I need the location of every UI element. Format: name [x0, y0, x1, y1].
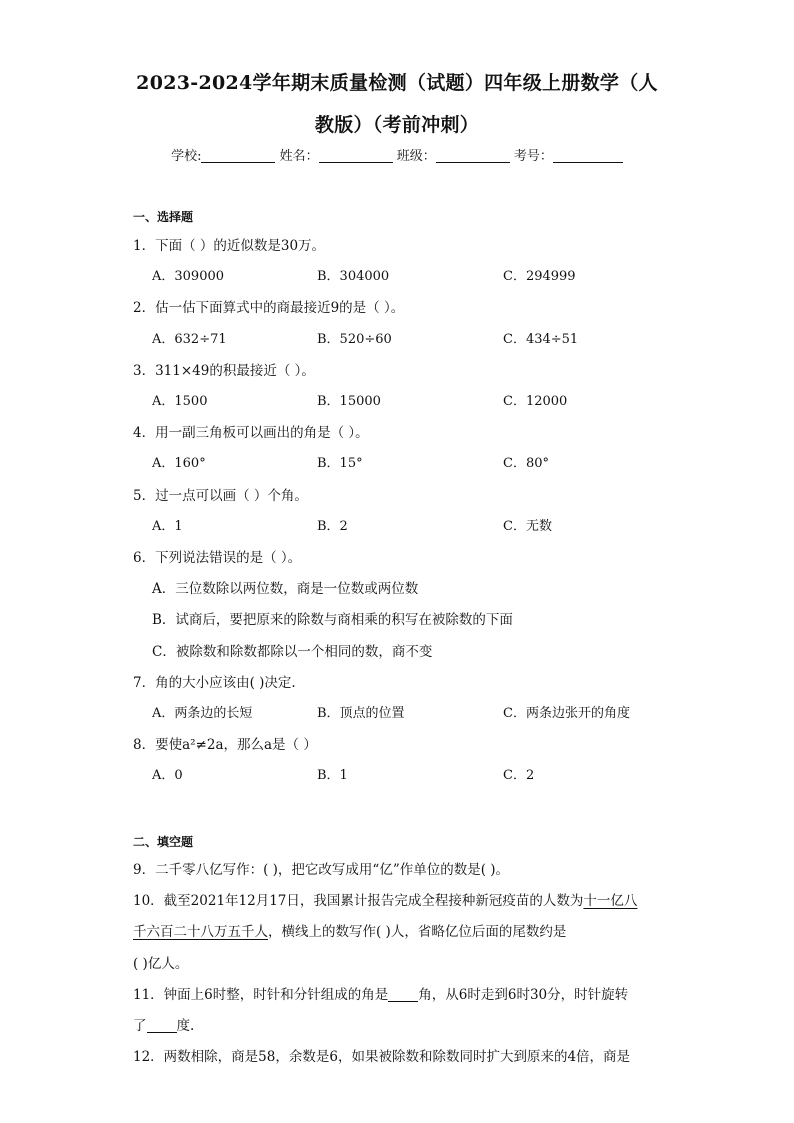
q8-option-c[interactable]: C．2 — [503, 768, 535, 783]
question-12: 12．两数相除，商是58，余数是6，如果被除数和除数同时扩大到原来的4倍，商是 — [133, 1049, 631, 1065]
question-11-line1 — [133, 983, 628, 1003]
question-11-line2 — [133, 1014, 194, 1034]
q5-option-c[interactable]: C．无数 — [503, 519, 552, 534]
question-10-line3: ( )亿人。 — [133, 956, 189, 972]
q2-option-a[interactable]: A．632÷71 — [152, 332, 227, 347]
exam-title-line1: 2023-2024学年期末质量检测（试题）四年级上册数学（人 — [136, 72, 658, 94]
q8-option-a[interactable]: A．0 — [152, 768, 183, 783]
question-1: 1．下面（ ）的近似数是30万。 — [133, 238, 326, 254]
q11-blank-2[interactable] — [147, 1018, 177, 1033]
question-4: 4．用一副三角板可以画出的角是（ ）。 — [133, 425, 369, 441]
q7-option-a[interactable]: A．两条边的长短 — [152, 706, 253, 721]
q11-text-c: 了 — [133, 1018, 147, 1034]
q7-option-b[interactable]: B．顶点的位置 — [317, 706, 405, 721]
q5-option-b[interactable]: B．2 — [317, 519, 348, 534]
section-heading-fill: 二、填空题 — [133, 835, 194, 849]
q1-option-c[interactable]: C．294999 — [503, 269, 576, 284]
q10-underlined-2: 千六百二十八万五千人 — [133, 924, 268, 940]
q4-option-a[interactable]: A．160° — [152, 456, 206, 471]
name-label: 姓名： — [279, 149, 319, 164]
q4-option-b[interactable]: B．15° — [317, 456, 363, 471]
q3-option-a[interactable]: A．1500 — [152, 394, 208, 409]
question-10-line2 — [133, 920, 566, 940]
question-3: 3．311×49的积最接近（ ）。 — [133, 363, 315, 379]
section-heading-choice: 一、选择题 — [133, 210, 194, 224]
question-2: 2．估一估下面算式中的商最接近9的是（ ）。 — [133, 300, 405, 316]
q8-option-b[interactable]: B．1 — [317, 768, 348, 783]
q7-option-c[interactable]: C．两条边张开的角度 — [503, 706, 630, 721]
question-8: 8．要使a²≠2a，那么a是（ ） — [133, 737, 317, 753]
number-label: 考号： — [513, 149, 553, 164]
question-7: 7．角的大小应该由( )决定. — [133, 675, 296, 691]
q1-option-b[interactable]: B．304000 — [317, 269, 390, 284]
q6-option-b[interactable]: B．试商后，要把原来的除数与商相乘的积写在被除数的下面 — [152, 612, 513, 628]
q6-option-a[interactable]: A．三位数除以两位数，商是一位数或两位数 — [152, 581, 419, 597]
q11-blank-1[interactable] — [388, 987, 418, 1002]
class-blank[interactable] — [436, 148, 510, 163]
school-label: 学校: — [171, 149, 202, 164]
q4-option-c[interactable]: C．80° — [503, 456, 549, 471]
q5-option-a[interactable]: A．1 — [152, 519, 183, 534]
q11-text-b: 角，从6时走到6时30分，时针旋转 — [418, 987, 629, 1003]
q10-underlined-1: 十一亿八 — [583, 893, 638, 909]
q3-option-c[interactable]: C．12000 — [503, 394, 568, 409]
student-info-row — [0, 145, 794, 164]
q2-option-b[interactable]: B．520÷60 — [317, 332, 392, 347]
q6-option-c[interactable]: C．被除数和除数都除以一个相同的数，商不变 — [152, 644, 433, 660]
q10-text-a: 10．截至2021年12月17日，我国累计报告完成全程接种新冠疫苗的人数为 — [133, 893, 584, 909]
q10-text-b: ，横线上的数写作( )人，省略亿位后面的尾数约是 — [268, 924, 567, 940]
question-5: 5．过一点可以画（ ）个角。 — [133, 488, 308, 504]
q2-option-c[interactable]: C．434÷51 — [503, 332, 579, 347]
exam-title-line2: 教版）（考前冲刺） — [314, 114, 480, 136]
q3-option-b[interactable]: B．15000 — [317, 394, 381, 409]
question-9: 9．二千零八亿写作：( )，把它改写成用“亿”作单位的数是( )。 — [133, 862, 510, 878]
q1-option-a[interactable]: A．309000 — [152, 269, 225, 284]
class-label: 班级： — [396, 149, 436, 164]
question-10-line1 — [133, 889, 637, 909]
q11-text-a: 11．钟面上6时整，时针和分针组成的角是 — [133, 987, 389, 1003]
name-blank[interactable] — [319, 148, 393, 163]
q11-text-d: 度. — [176, 1018, 195, 1034]
question-6: 6．下列说法错误的是（ ）。 — [133, 550, 302, 566]
school-blank[interactable] — [201, 148, 275, 163]
number-blank[interactable] — [553, 148, 623, 163]
